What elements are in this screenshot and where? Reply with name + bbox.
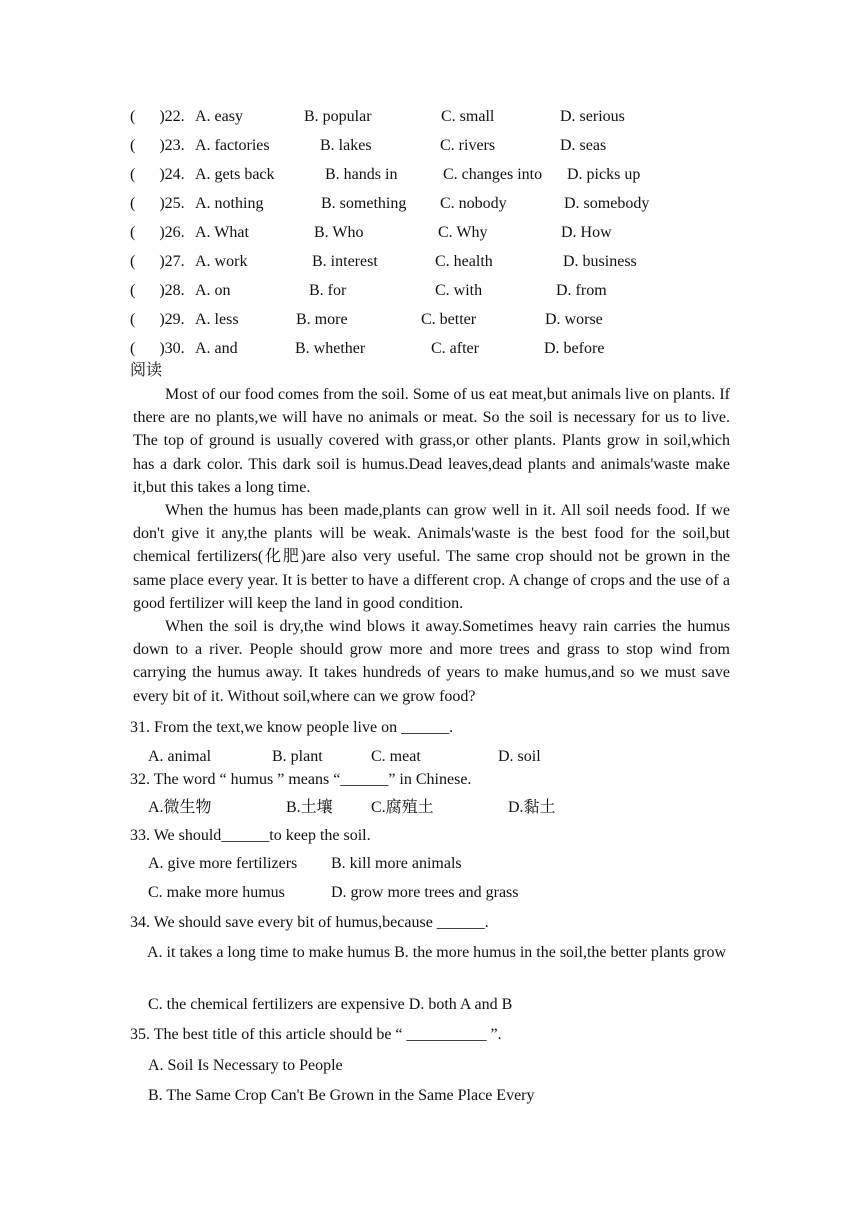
option-b: B. for [309, 282, 347, 299]
reading-section-label: 阅读 [130, 362, 163, 379]
passage-paragraph: When the humus has been made,plants can grow well in it. All soil needs food. If we don't give it any,the plants will be weak. Animals'waste is the best food for the soil,but chemical fertilizers(化肥)are also very useful. The same crop should not be grown in the same place every year. It is better to have a different crop. A change of crops and the use of a good fertilizer will keep the land in good condition. [133, 502, 730, 612]
q33-option-c: C. make more humus [148, 884, 285, 901]
q33-option-b: B. kill more animals [331, 855, 462, 872]
question-number: ( )28. [130, 282, 185, 299]
option-c: C. changes into [443, 166, 543, 183]
question-31-stem: 31. From the text,we know people live on ______. [130, 719, 454, 736]
q31-option-a: A. animal [148, 748, 212, 765]
option-b: B. something [321, 195, 407, 212]
question-number: ( )25. [130, 195, 185, 212]
option-a: A. and [195, 340, 238, 357]
option-c: C. rivers [440, 137, 496, 154]
q33-option-a: A. give more fertilizers [148, 855, 298, 872]
question-number: ( )23. [130, 137, 185, 154]
option-c: C. better [421, 311, 477, 328]
option-a: A. work [195, 253, 248, 270]
option-d: D. seas [560, 137, 607, 154]
option-c: C. small [441, 108, 495, 125]
q34-options-cd: C. the chemical fertilizers are expensive D. both A and B [148, 996, 513, 1013]
option-d: D. business [563, 253, 637, 270]
q33-option-d: D. grow more trees and grass [331, 884, 519, 901]
q32-option-c: C.腐殖土 [371, 799, 434, 816]
option-a: A. less [195, 311, 239, 328]
q31-option-d: D. soil [498, 748, 541, 765]
q35-option-b: B. The Same Crop Can't Be Grown in the Same Place Every [148, 1087, 535, 1104]
option-d: D. worse [545, 311, 603, 328]
option-c: C. after [431, 340, 479, 357]
option-d: D. picks up [567, 166, 641, 183]
option-b: B. Who [314, 224, 364, 241]
question-34-stem: 34. We should save every bit of humus,because ______. [130, 914, 489, 931]
question-number: ( )29. [130, 311, 185, 328]
option-b: B. whether [295, 340, 366, 357]
question-number: ( )26. [130, 224, 185, 241]
option-c: C. health [435, 253, 493, 270]
q32-option-b: B.土壤 [286, 799, 333, 816]
option-b: B. hands in [325, 166, 398, 183]
reading-passage [133, 383, 730, 708]
option-a: A. on [195, 282, 231, 299]
question-32-stem: 32. The word “ humus ” means “______” in Chinese. [130, 771, 472, 788]
q32-option-d: D.黏土 [508, 799, 556, 816]
q34-options-ab: A. it takes a long time to make humus B. the more humus in the soil,the better plants grow [147, 944, 727, 961]
option-a: A. What [195, 224, 249, 241]
q35-option-a: A. Soil Is Necessary to People [148, 1057, 343, 1074]
question-number: ( )24. [130, 166, 185, 183]
option-b: B. interest [312, 253, 378, 270]
passage-paragraph: Most of our food comes from the soil. Some of us eat meat,but animals live on plants. If there are no plants,we will have no animals or meat. So the soil is necessary for us to live. The top of ground is usually covered with grass,or other plants. Plants grow in soil,which has a dark color. This dark soil is humus.Dead leaves,dead plants and animals'waste make it,but this takes a long time. [133, 386, 730, 496]
option-c: C. nobody [440, 195, 507, 212]
option-b: B. popular [304, 108, 372, 125]
option-a: A. nothing [195, 195, 264, 212]
question-33-stem: 33. We should______to keep the soil. [130, 827, 371, 844]
question-number: ( )27. [130, 253, 185, 270]
passage-paragraph: When the soil is dry,the wind blows it away.Sometimes heavy rain carries the humus down to a river. People should grow more and more trees and grass to stop wind from carrying the humus away. It takes hundreds of years to make humus,and so we must save every bit of it. Without soil,where can we grow food? [133, 618, 730, 705]
q32-option-a: A.微生物 [148, 799, 212, 816]
option-d: D. from [556, 282, 607, 299]
option-a: A. factories [195, 137, 270, 154]
q31-option-b: B. plant [272, 748, 323, 765]
option-a: A. easy [195, 108, 243, 125]
option-d: D. serious [560, 108, 625, 125]
option-c: C. with [435, 282, 483, 299]
question-35-stem: 35. The best title of this article should be “ __________ ”. [130, 1026, 502, 1043]
question-number: ( )22. [130, 108, 185, 125]
question-number: ( )30. [130, 340, 185, 357]
option-c: C. Why [438, 224, 488, 241]
option-b: B. more [296, 311, 348, 328]
q31-option-c: C. meat [371, 748, 421, 765]
option-a: A. gets back [195, 166, 275, 183]
option-d: D. somebody [564, 195, 650, 212]
option-d: D. How [561, 224, 612, 241]
option-d: D. before [544, 340, 605, 357]
option-b: B. lakes [320, 137, 372, 154]
